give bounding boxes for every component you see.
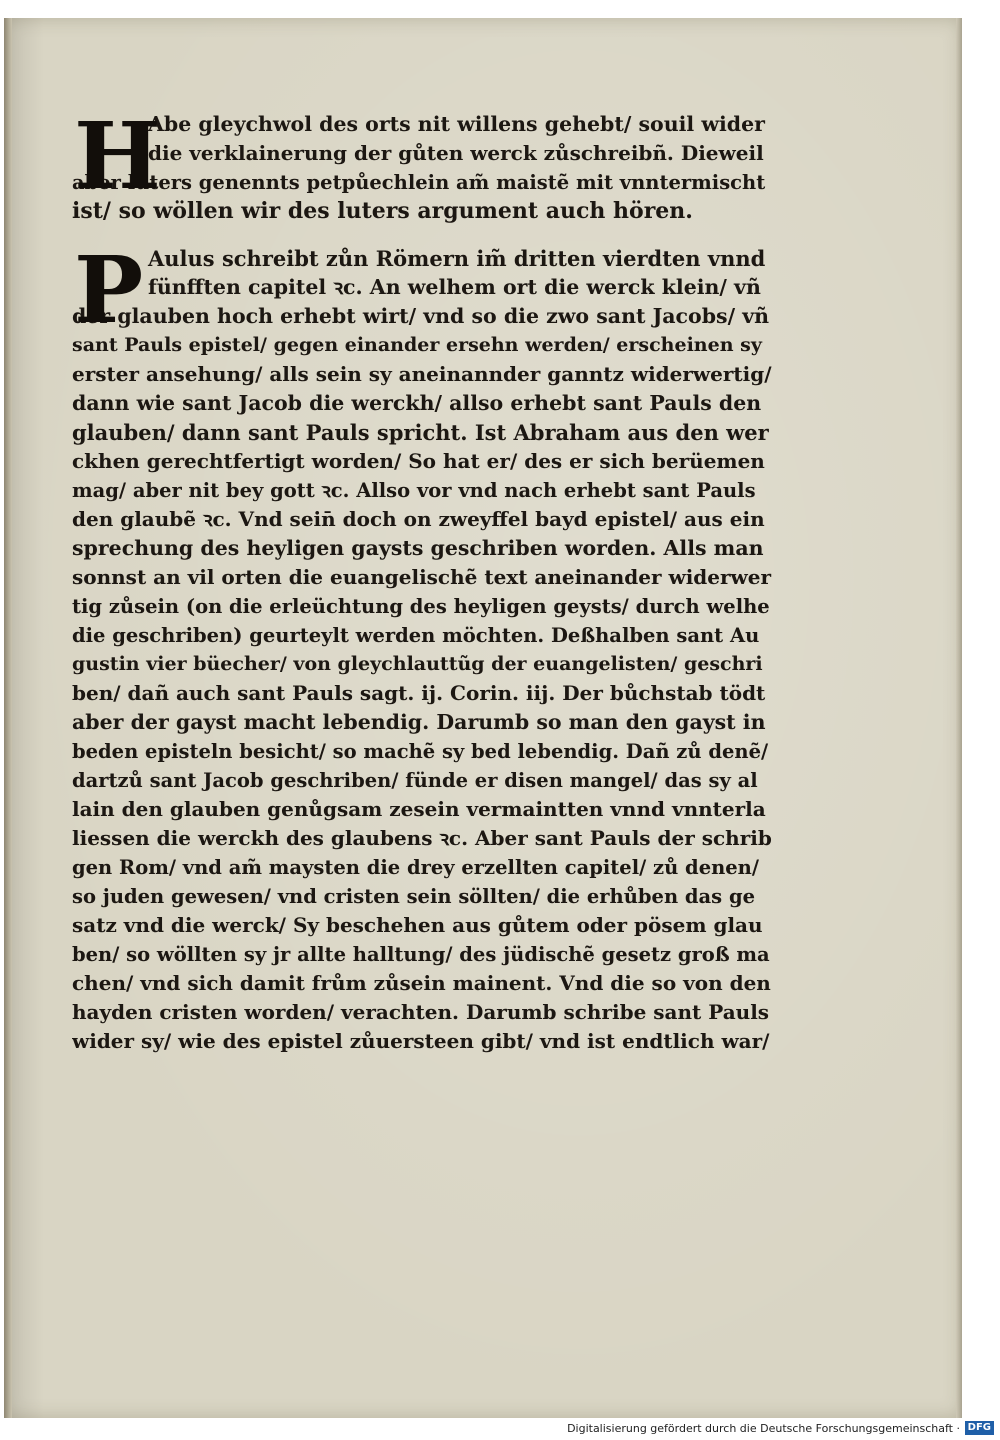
text-line: Aulus schreibt zůn Römern im̃ dritten vierdten vnnd	[148, 246, 766, 271]
book-page	[4, 18, 962, 1418]
drop-cap-initial: H	[74, 102, 159, 210]
text-line: satz vnd die werck/ Sy beschehen aus gůtem oder pösem glau	[72, 913, 763, 937]
text-line: hayden cristen worden/ verachten. Darumb schribe sant Pauls	[72, 1000, 770, 1024]
footer-separator: ·	[956, 1422, 960, 1435]
text-line: wider sy/ wie des epistel zůuersteen gibt/ vnd ist endtlich war/	[72, 1029, 770, 1053]
text-line: sant Pauls epistel/ gegen einander ersehn werden/ erscheinen sy	[72, 334, 762, 356]
text-line: die geschriben) geurteylt werden möchten. Deßhalben sant Au	[72, 624, 760, 647]
text-line: gen Rom/ vnd am̃ maysten die drey erzellten capitel/ zů denen/	[72, 856, 759, 879]
dfg-logo: DFG	[965, 1421, 994, 1435]
text-line: ben/ so wöllten sy jr allte halltung/ des jüdischẽ gesetz groß ma	[72, 943, 770, 966]
text-line: tig zůsein (on die erleüchtung des heyligen geysts/ durch welhe	[72, 595, 770, 618]
digitization-footer	[0, 1418, 1000, 1440]
text-line: sonnst an vil orten die euangelischẽ text aneinander widerwer	[72, 565, 772, 589]
text-line: der glauben hoch erhebt wirt/ vnd so die zwo sant Jacobs/ vñ	[72, 304, 770, 328]
text-line: den glaubẽ ꝛc. Vnd sein̄ doch on zweyffel bayd epistel/ aus ein	[72, 507, 765, 531]
paragraph-2	[72, 236, 772, 1056]
text-line: mag/ aber nit bey gott ꝛc. Allso vor vnd nach erhebt sant Pauls	[72, 479, 756, 502]
text-line: Abe gleychwol des orts nit willens gehebt/ souil wider	[148, 112, 765, 136]
text-line: beden episteln besicht/ so machẽ sy bed lebendig. Dañ zů denẽ/	[72, 740, 769, 763]
text-line: die verklainerung der gůten werck zůschreibñ. Dieweil	[148, 141, 764, 165]
text-line: liessen die werckh des glaubens ꝛc. Aber sant Pauls der schrib	[72, 826, 772, 850]
text-line: so juden gewesen/ vnd cristen sein söllten/ die erhůben das ge	[72, 885, 755, 908]
text-line: ben/ dañ auch sant Pauls sagt. ij. Corin. iij. Der bůchstab tödt	[72, 681, 766, 705]
text-line: ist/ so wöllen wir des luters argument auch hören.	[72, 198, 693, 224]
text-line: fünfften capitel ꝛc. An welhem ort die werck klein/ vñ	[148, 275, 761, 299]
text-line: aber der gayst macht lebendig. Darumb so man den gayst in	[72, 710, 766, 734]
page-outer-edge	[956, 18, 962, 1418]
footer-credit	[567, 1422, 960, 1435]
text-line: dartzů sant Jacob geschriben/ fünde er disen mangel/ das sy al	[72, 769, 758, 792]
paragraph-1	[72, 102, 772, 226]
text-line: lain den glauben genůgsam zesein vermaintten vnnd vnnterla	[72, 797, 766, 821]
page-binding-edge	[4, 18, 12, 1418]
drop-cap-initial: P	[74, 236, 142, 344]
text-line: aber luters genennts petpůechlein am̃ maistẽ mit vnntermischt	[72, 171, 766, 194]
text-line: ckhen gerechtfertigt worden/ So hat er/ des er sich berüemen	[72, 449, 765, 473]
text-line: glauben/ dann sant Pauls spricht. Ist Abraham aus den wer	[72, 420, 769, 445]
text-line: gustin vier büecher/ von gleychlauttũg der euangelisten/ geschri	[72, 653, 763, 675]
text-line: dann wie sant Jacob die werckh/ allso erhebt sant Pauls den	[72, 391, 762, 415]
text-line: chen/ vnd sich damit frům zůsein mainent. Vnd die so von den	[72, 971, 771, 995]
text-line: erster ansehung/ alls sein sy aneinannder ganntz widerwertig/	[72, 362, 772, 386]
footer-credit-text: Digitalisierung gefördert durch die Deutsche Forschungsgemeinschaft	[567, 1422, 953, 1435]
text-line: sprechung des heyligen gaysts geschriben worden. Alls man	[72, 536, 764, 560]
page-text-block	[72, 102, 772, 1074]
